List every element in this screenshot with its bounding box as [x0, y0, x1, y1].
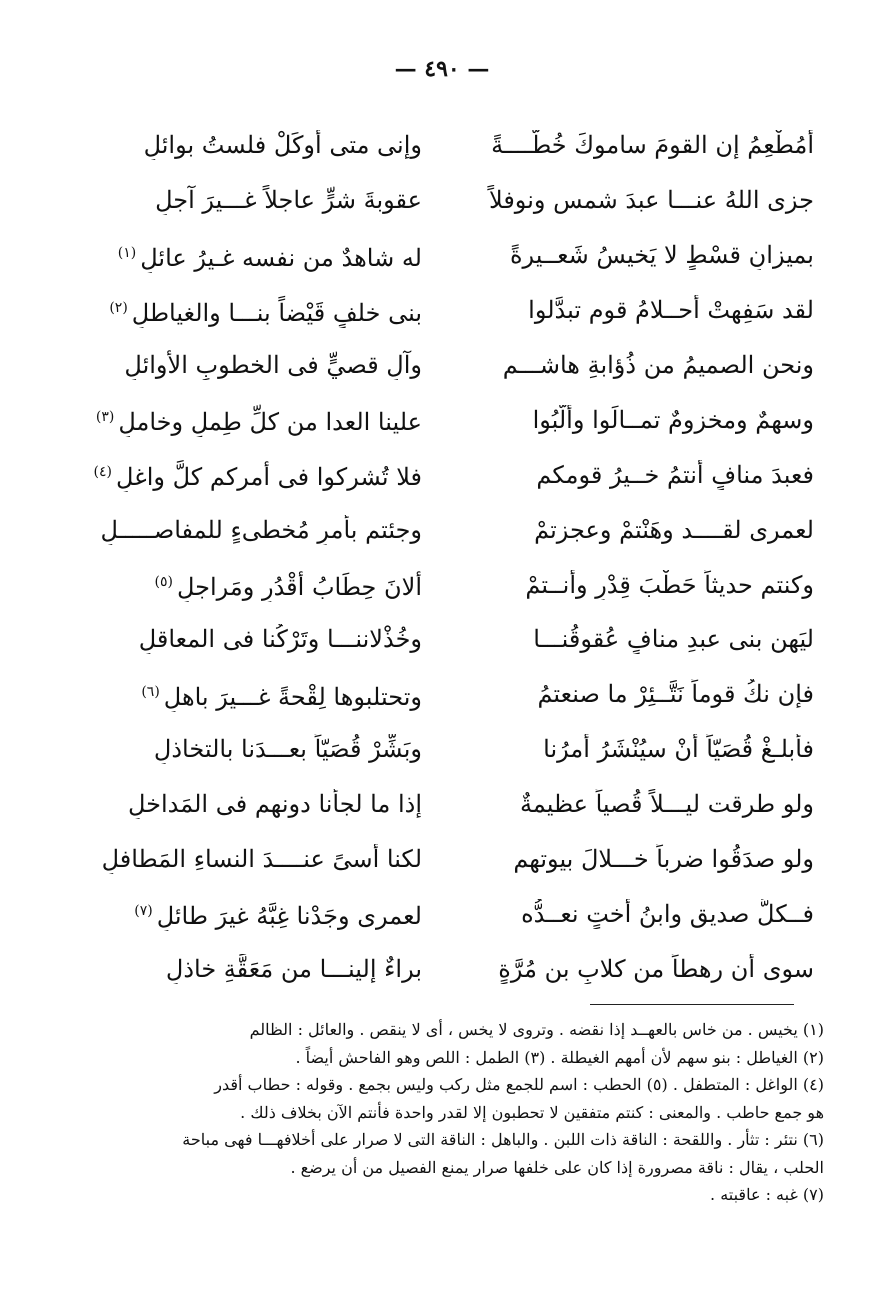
- verse-line: [70, 777, 814, 832]
- second-hemistich: [70, 515, 422, 545]
- footnote-line: (٦) نتئر : تثأر . واللقحة : الناقة ذات اللبن . والباهل : الناقة التى لا صرار على أخلافهـــا فهى مباحة: [182, 1130, 824, 1149]
- first-hemistich: ليَهنِ بنى عبدِ منافٍ عُقوقُنـــا: [533, 625, 814, 654]
- verse-line: [70, 228, 814, 283]
- verse-line: [70, 722, 814, 777]
- first-hemistich: ولو صدَقُوا ضرباً خـــلالَ بيوتهم: [513, 845, 814, 874]
- second-hemistich: [70, 130, 422, 160]
- page-number: — ٤٩٠ —: [394, 56, 490, 82]
- footnote-line: هو جمع حاطب . والمعنى : كنتم متفقين لا تحطبون إلا لقدر واحدة فأنتم الآن بخلاف ذلك .: [240, 1102, 824, 1122]
- second-hemistich: [70, 896, 422, 931]
- second-hemistich-text: وخُذْلاننـــا وتَرْكُنا فى المعاقلِ: [138, 625, 422, 654]
- footnote-marker: (٧): [134, 903, 153, 920]
- second-hemistich: [70, 624, 422, 654]
- footnote-divider: [590, 1004, 794, 1005]
- footnotes: [60, 1016, 824, 1209]
- verse-line: [70, 612, 814, 667]
- second-hemistich: [70, 677, 422, 712]
- second-hemistich-text: إذا ما لجأنا دونهم فى المَداخلِ: [127, 790, 422, 819]
- second-hemistich: [70, 293, 422, 328]
- second-hemistich-text: براءٌ إلينـــا من مَعَقَّةِ خاذلِ: [165, 954, 422, 983]
- footnote-line: (٧) غبه : عاقبته .: [710, 1185, 824, 1204]
- second-hemistich-text: لعمرى وجَدْنا غِبَّهُ غيرَ طائلِ: [156, 902, 422, 931]
- second-hemistich: [70, 844, 422, 874]
- footnote-marker: (٢): [109, 299, 128, 316]
- second-hemistich: [70, 567, 422, 602]
- verse-line: [70, 941, 814, 996]
- first-hemistich: فعبدَ منافٍ أنتمُ خــيرُ قومكم: [536, 460, 814, 489]
- second-hemistich: [70, 238, 422, 273]
- verse-line: [70, 338, 814, 393]
- verse-line: [70, 557, 814, 612]
- first-hemistich: سوى أن رهطاً من كلابِ بنِ مُرَّةٍ: [498, 954, 814, 983]
- second-hemistich-text: وتحتلبوها لِقْحةً غـــيرَ باهلِ: [163, 682, 422, 711]
- first-hemistich: بميزانِ قسْطٍ لا يَخيسُ شَعــيرةً: [509, 241, 814, 270]
- first-hemistich: فأبلـغْ قُصَيّاً أنْ سيُنْشَرُ أمرُنا: [543, 735, 814, 764]
- verse-line: [70, 283, 814, 338]
- footnote-marker: (٤): [93, 464, 112, 481]
- verse-line: [70, 447, 814, 502]
- first-hemistich: لقد سَفِهتْ أحــلامُ قومٍ تبدَّلوا: [528, 296, 814, 325]
- second-hemistich: [70, 734, 422, 764]
- second-hemistich: [70, 185, 422, 215]
- verse-line: [70, 392, 814, 447]
- second-hemistich-text: له شاهدٌ من نفسه غـيرُ عائلِ: [140, 243, 422, 272]
- footnote-line: (٢) الغياطل : بنو سهم لأن أمهم الغيطلة . (٣) الطمل : اللص وهو الفاحش أيضاً .: [295, 1047, 824, 1067]
- footnote-marker: (٣): [95, 409, 115, 426]
- second-hemistich-text: وبَشِّرْ قُصَيّاً بعـــدَنا بالتخاذلِ: [153, 735, 422, 764]
- second-hemistich-text: وآلِ قصيٍّ فى الخطوبِ الأوائلِ: [124, 351, 422, 379]
- first-hemistich: أمُطْعِمُ إن القومَ ساموكَ خُطَّــــةً: [491, 131, 814, 160]
- second-hemistich: [70, 402, 422, 437]
- second-hemistich-text: وجئتم بأمرٍ مُخطىءٍ للمفاصـــــلِ: [100, 515, 422, 544]
- verse-line: [70, 832, 814, 887]
- second-hemistich: [70, 457, 422, 492]
- verse-line: [70, 502, 814, 557]
- footnote-marker: (٦): [141, 683, 160, 700]
- second-hemistich-text: وإنى متى أُوكَلْ فلستُ بوائلِ: [143, 131, 422, 160]
- second-hemistich-text: عقوبةَ شرٍّ عاجلاً غـــيرَ آجلِ: [155, 186, 422, 215]
- first-hemistich: ولو طرقت ليـــلاً قُصياً عظيمةٌ: [520, 790, 814, 819]
- second-hemistich: [70, 789, 422, 819]
- footnote-line: (٤) الواغل : المتطفل . (٥) الحطب : اسم للجمع مثل ركب وليس بجمع . وقوله : حطاب أقدر: [214, 1075, 824, 1094]
- first-hemistich: فــكلُّ صديقٍ وابنُ أختٍ نعــدُّه: [521, 899, 814, 928]
- first-hemistich: لعمرى لقــــد وهَنْتمْ وعجزتمْ: [534, 515, 814, 544]
- verse-line: [70, 667, 814, 722]
- second-hemistich-text: لكنا أسىً عنــــدَ النساءِ المَطافلِ: [101, 845, 422, 874]
- first-hemistich: وسهمٌ ومخزومٌ تمــالَوا وألَّبُوا: [532, 405, 814, 434]
- poem: [70, 118, 814, 996]
- footnote-line: الحلب ، يقال : ناقة مصرورة إذا كان على خلفها صرار يمنع الفصيل من أن يرضع .: [290, 1157, 824, 1177]
- footnote-marker: (٥): [154, 574, 173, 591]
- second-hemistich-text: بنى خلفٍ قَيْضاً بنـــا والغياطلِ: [131, 298, 422, 327]
- first-hemistich: وكنتم حديثاً حَطْبَ قِدْرٍ وأنــتمْ: [525, 570, 814, 599]
- verse-line: [70, 886, 814, 941]
- verse-line: [70, 173, 814, 228]
- second-hemistich-text: فلا تُشركوا فى أمركم كلَّ واغلِ: [116, 463, 422, 492]
- first-hemistich: جزى اللهُ عنـــا عبدَ شمسٍ ونوفلاً: [489, 186, 814, 215]
- second-hemistich: [70, 350, 422, 380]
- second-hemistich-text: علينا العدا من كلِّ طِملٍ وخاملِ: [118, 408, 422, 437]
- first-hemistich: فإن نكُ قوماً نَتَّــئِرْ ما صنعتمُ: [537, 680, 814, 709]
- second-hemistich: [70, 954, 422, 984]
- verse-line: [70, 118, 814, 173]
- second-hemistich-text: ألانَ حِطَابُ أقْدُرٍ ومَراجلِ: [177, 573, 422, 602]
- footnote-line: (١) يخيس . من خاس بالعهــد إذا نقضه . وتروى لا يخس ، أى لا ينقص . والعائل : الظالم: [249, 1020, 824, 1039]
- first-hemistich: ونحن الصميمُ من ذُؤابةِ هاشـــمٍ: [502, 351, 814, 379]
- footnote-marker: (١): [117, 244, 137, 261]
